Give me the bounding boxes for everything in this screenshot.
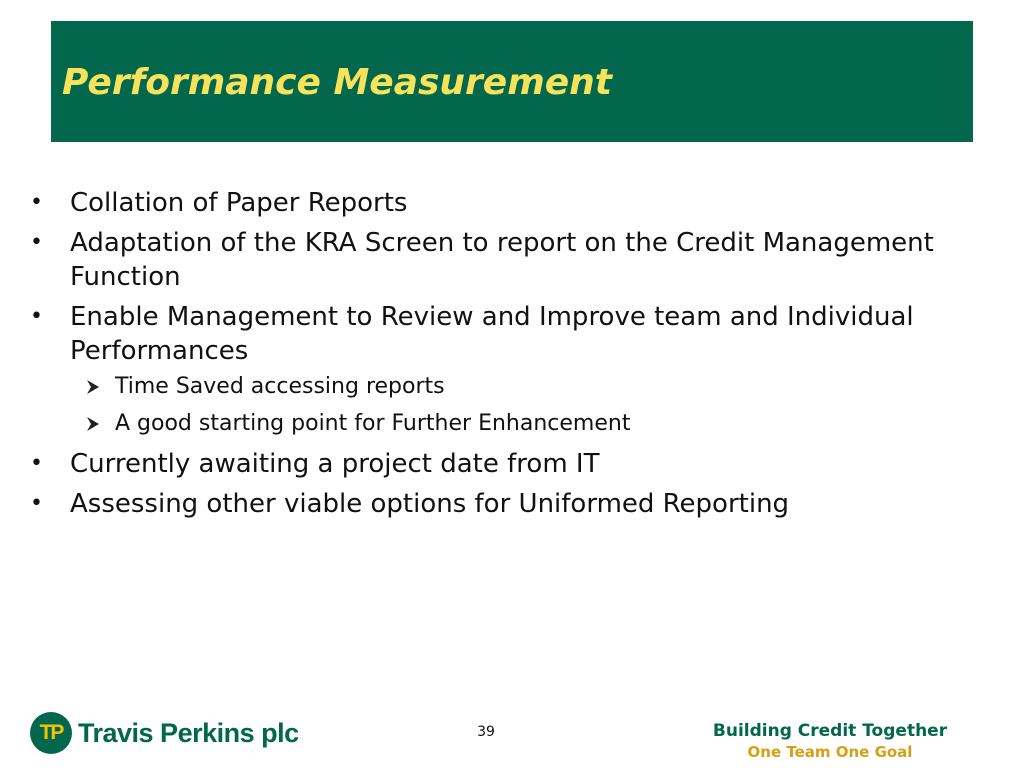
logo-mark-icon [30,712,72,754]
bullet-dot-icon: • [30,304,43,329]
sub-bullet-list [70,370,1000,441]
company-logo [30,710,320,756]
bullet-item [0,447,1000,481]
bullet-dot-icon: • [30,491,43,516]
logo-text: Travis Perkins plc [78,718,299,748]
tagline-secondary: One Team One Goal [747,743,913,761]
bullet-item [0,300,1000,441]
bullet-item [0,186,1000,220]
bullet-dot-icon: • [30,451,43,476]
bullet-dot-icon: • [30,230,43,255]
bullet-item [0,226,1000,294]
bullet-text: Currently awaiting a project date from IT [70,449,600,479]
slide-title: Performance Measurement [62,62,612,103]
sub-bullet-text: A good starting point for Further Enhancement [115,411,631,436]
logo-mark-text: TP [39,721,63,744]
bullet-dot-icon: • [30,190,43,215]
bullet-text: Assessing other viable options for Uniformed Reporting [70,489,790,519]
arrow-bullet-icon [85,407,101,441]
bullet-text: Collation of Paper Reports [70,188,408,218]
tagline [700,720,960,762]
sub-bullet-text: Time Saved accessing reports [115,374,445,399]
bullet-text: Adaptation of the KRA Screen to report on the Credit Management Function [70,228,934,292]
bullet-text: Enable Management to Review and Improve team and Individual Performances [70,302,914,366]
tagline-primary: Building Credit Together [712,721,948,741]
sub-bullet-item [70,407,1000,441]
bullet-item [0,487,1000,521]
arrow-bullet-icon [85,370,101,404]
sub-bullet-item [70,370,1000,404]
page-number: 39 [477,724,495,740]
bullet-list [0,186,1000,527]
title-bar [51,21,973,142]
